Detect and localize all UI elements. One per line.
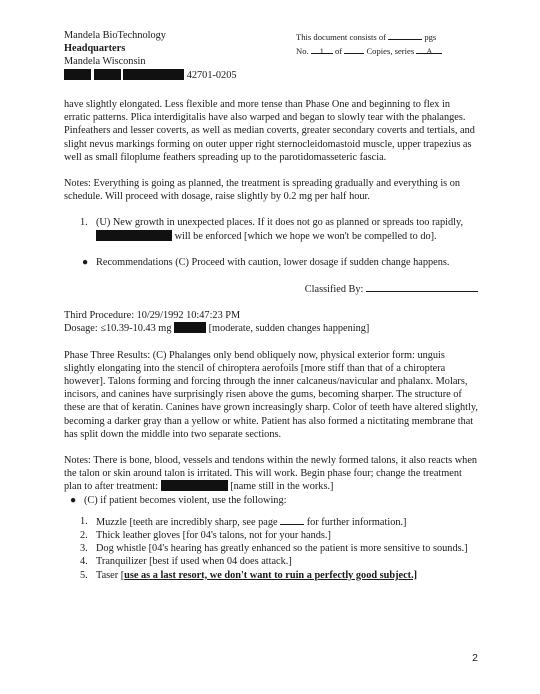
no-label: No. [296,46,309,56]
dosage-text: Dosage: ≤10.39-10.43 mg [64,323,172,335]
redaction-bar [161,480,228,491]
letterhead [64,29,237,82]
numbered-item [64,529,478,542]
numbered-item [64,515,478,529]
notes-paragraph [64,454,478,494]
item-number: 1. [80,515,88,527]
blank-line [388,30,422,40]
blank-line [280,515,304,525]
classified-by-line [64,282,478,296]
notes-paragraph: Notes: Everything is going as planned, the treatment is spreading gradually and everything is on schedule. Will proceed with dosage, raise slightly by 0.2 mg per half hour. [64,178,461,203]
emphasized-text: use as a last resort, we don't want to ruin a perfectly good subject.] [124,569,418,581]
no-value: 1 [319,46,324,56]
item-text: will be enforced [which we hope we won't be compelled to do]. [174,230,437,242]
item-text: Muzzle [teeth are incredibly sharp, see page [96,516,278,528]
bullet-item [64,494,478,507]
item-text: (U) New growth in unexpected places. If it does not go as planned or spreads too rapidly, [96,217,464,229]
item-number: 5. [80,569,88,581]
pgs-label: pgs [424,32,437,42]
org-name: Mandela BioTechnology [64,30,166,41]
bullet-text: (C) if patient becomes violent, use the following: [84,494,287,506]
dosage-text: [moderate, sudden changes happening] [208,323,370,335]
item-number: 2. [80,530,88,542]
blank-line [311,44,333,54]
item-number: 1. [80,217,88,229]
bullet-item [64,256,478,269]
document-control [296,30,442,58]
results-paragraph: Phase Three Results: (C) Phalanges only bend obliquely now, physical exterior form: unguis slightly elongating into the stencil of chiroptera aerofoils [more stiff than that of a chiroptera however]. Talons forming and forcing through the inner calcaneus/navicular and phalanx. Molars, incisors, and canines have surprisingly risen above the gums, becoming sharper. The structure of these are that of keratin. Canines have grown increasingly sharp. Color of teeth have altered slightly, becoming a darker gray than a yellow or white. Patient has also formed a nictitating membrane that has split down the middle into two separate sections. [64,349,478,440]
item-number: 3. [80,543,88,555]
document-body [64,98,478,582]
item-number: 4. [80,556,88,568]
recommendation-text: Recommendations (C) Proceed with caution, lower dosage if sudden change happens. [96,256,450,268]
zip-code: 42701-0205 [186,69,237,81]
notes-text: Notes: There is bone, blood, vessels and tendons within the newly formed talons, it also reacts when the talon or skin around talon is irritated. This will work. Begin phase four; change the treatment plan to after treatment: [64,455,478,493]
blank-line [344,44,364,54]
numbered-item [64,216,478,242]
location: Mandela Wisconsin [64,56,146,68]
bullet: ● [70,494,77,506]
item-text: Thick leather gloves [for 04's talons, not for your hands.] [96,530,331,542]
hq-label: Headquarters [64,43,126,55]
redaction-bar [64,69,91,80]
of-label: of [334,46,343,56]
page-count-line [296,30,442,44]
item-text: Taser [ [96,569,125,581]
redaction-bar [96,230,172,241]
address-line [64,69,237,82]
notes-text: [name still in the works.] [230,481,334,493]
item-text: Dog whistle [04's hearing has greatly enhanced so the patient is more sensitive to sounds.] [96,543,468,555]
blank-line [366,282,478,292]
classified-by-label: Classified By: [304,284,364,296]
blank-line [416,44,442,54]
bullet: ● [82,256,89,268]
dosage-line [64,322,478,335]
numbered-item [64,555,478,568]
paragraph: have slightly elongated. Less flexible and more tense than Phase One and beginning to flex in erratic patterns. Plica interdigitalis have also warped and began to slowly tear with the phalanges. Pinfeathers and lesser coverts, as well as median coverts, greater secondary coverts and tertials, and slight nevus markings forming on outer upper right sternocleidomastoid muscle, upper trapezius as well as small filoplume feathers spreading up to the parotidomasseteric fascia. [64,99,475,163]
copies-label: Copies, series [366,46,415,56]
page-number: 2 [472,652,478,664]
item-text: for further information.] [306,516,407,528]
copy-number-line [296,44,442,58]
series-value: A [426,46,433,56]
redaction-bar [123,69,184,80]
numbered-item [64,569,478,582]
item-text: Tranquilizer [best if used when 04 does attack.] [96,556,292,568]
numbered-item [64,542,478,555]
redaction-bar [174,322,206,333]
consists-label: This document consists of [296,32,386,42]
redaction-bar [94,69,121,80]
procedure-line: Third Procedure: 10/29/1992 10:47:23 PM [64,310,241,322]
